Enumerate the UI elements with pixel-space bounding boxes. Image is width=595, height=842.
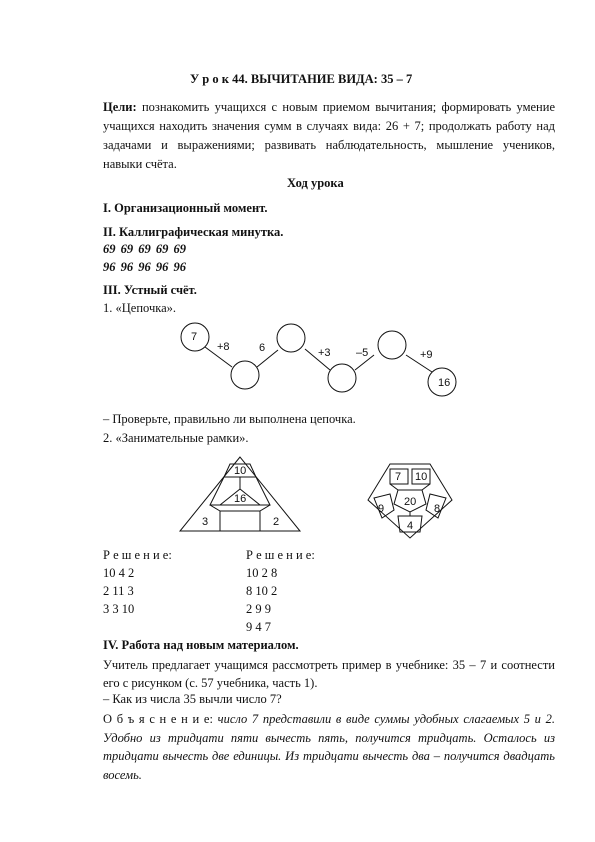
goals-text: познакомить учащихся с новым приемом вычитания; формировать умение учащихся находить значения сумм в случаях вида: 26 + 7; продолжать работу над задачами и выражениями; развивать наблюдательность, мышление учеников, навыки счёта. [103, 100, 555, 171]
triangle-left-value: 3 [202, 516, 209, 528]
chain-op-label: –5 [356, 347, 369, 359]
explanation-text: число 7 представили в виде суммы удобных слагаемых 5 и 2. Удобно из тридцати пяти вычесть пять, получится тридцать. Осталось из тридцати вычесть две единицы. Из тридцати вычесть два – получится двадцать восемь. [103, 712, 555, 782]
solution1-row: 3 3 10 [103, 602, 135, 616]
solution2-row: 2 9 9 [246, 602, 271, 616]
pentagon-top-right-value: 10 [415, 471, 428, 483]
triangle-top-value: 10 [234, 465, 247, 477]
pentagon-center-value: 20 [404, 496, 417, 508]
chain-node [378, 331, 406, 359]
teacher-paragraph: Учитель предлагает учащимся рассмотреть пример в учебнике: 35 – 7 и соотнести его с рисунком (с. 57 учебника, часть 1). [103, 658, 555, 690]
chain-op-label: +8 [217, 341, 230, 353]
pentagon-top-left-value: 7 [395, 471, 402, 483]
item-frames: 2. «Занимательные рамки». [103, 431, 249, 445]
pentagon-frame [360, 462, 460, 540]
chain-node-label: 7 [191, 331, 198, 343]
section-organizational: I. Организационный момент. [103, 201, 268, 215]
calligraphy-line-1: 69 69 69 69 69 [103, 242, 186, 256]
chain-node-label: 16 [438, 377, 451, 389]
calligraphy-line-2: 96 96 96 96 96 [103, 260, 186, 274]
triangle-right-value: 2 [273, 516, 280, 528]
lesson-heading: Ход урока [287, 176, 344, 190]
chain-op-label: 6 [259, 342, 266, 354]
explanation-label: О б ъ я с н е н и е: [103, 712, 213, 726]
goals-paragraph [103, 98, 555, 174]
solution1-row: 2 11 3 [103, 584, 134, 598]
solution2-row: 8 10 2 [246, 584, 278, 598]
pentagon-right-value: 8 [434, 503, 441, 515]
pentagon-bottom-value: 4 [407, 520, 414, 532]
section-oral-count: III. Устный счёт. [103, 283, 197, 297]
triangle-frame [178, 455, 302, 533]
chain-node [328, 364, 356, 392]
chain-diagram [170, 312, 470, 404]
solution2-row: 9 4 7 [246, 620, 271, 634]
section-new-material: IV. Работа над новым материалом. [103, 638, 299, 652]
check-chain-text: – Проверьте, правильно ли выполнена цепочка. [103, 412, 356, 426]
explanation-paragraph [103, 710, 555, 784]
solution-label-1: Р е ш е н и е: [103, 548, 172, 562]
chain-node [277, 324, 305, 352]
chain-op-label: +9 [420, 349, 433, 361]
section-calligraphy: II. Каллиграфическая минутка. [103, 225, 284, 239]
goals-label: Цели: [103, 100, 137, 114]
pentagon-left-value: 9 [378, 503, 385, 515]
solution-label-2: Р е ш е н и е: [246, 548, 315, 562]
chain-node [231, 361, 259, 389]
page-title: У р о к 44. ВЫЧИТАНИЕ ВИДА: 35 – 7 [190, 72, 413, 86]
item-chain: 1. «Цепочка». [103, 301, 177, 315]
chain-op-label: +3 [318, 347, 331, 359]
question-text: – Как из числа 35 вычли число 7? [103, 692, 282, 706]
triangle-center-value: 16 [234, 493, 247, 505]
solution2-row: 10 2 8 [246, 566, 278, 580]
solution1-row: 10 4 2 [103, 566, 135, 580]
